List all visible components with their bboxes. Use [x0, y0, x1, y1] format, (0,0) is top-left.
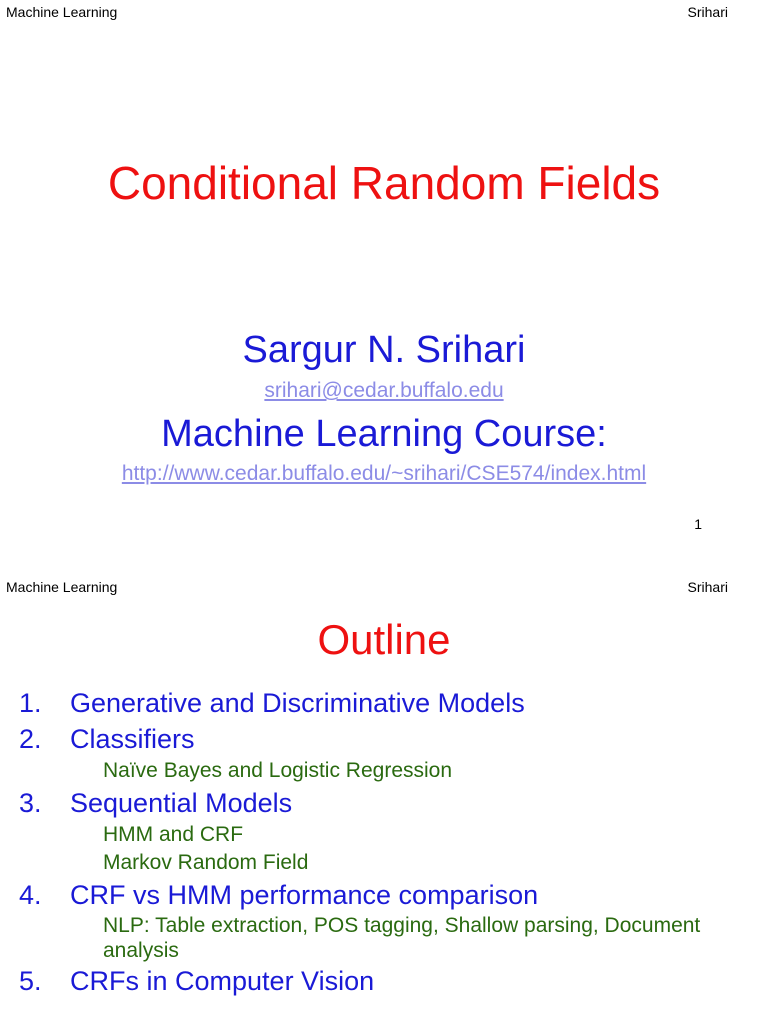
- outline-item-number: 5.: [19, 966, 42, 996]
- author-name: Sargur N. Srihari: [242, 329, 526, 371]
- email-link[interactable]: srihari@cedar.buffalo.edu: [264, 379, 504, 402]
- header-course-name: Machine Learning: [6, 579, 118, 595]
- outline-item-number: 1.: [19, 688, 42, 718]
- course-heading: Machine Learning Course:: [161, 413, 607, 455]
- outline-item: [0, 877, 768, 963]
- course-url-link[interactable]: http://www.cedar.buffalo.edu/~srihari/CSE574/index.html: [121, 462, 647, 485]
- outline-subitems: [0, 757, 768, 785]
- header-course-name: Machine Learning: [6, 4, 118, 20]
- outline-item-label: Sequential Models: [70, 788, 293, 818]
- outline-item-label: Classifiers: [70, 724, 195, 754]
- outline-subitem: Markov Random Field: [103, 851, 309, 874]
- outline-item-number: 2.: [19, 724, 42, 754]
- outline-item-number: 3.: [19, 788, 42, 818]
- outline-item-label: CRF vs HMM performance comparison: [70, 880, 539, 910]
- outline-subitems: [0, 821, 768, 877]
- outline-subitem: NLP: Table extraction, POS tagging, Shallow parsing, Document analysis: [103, 914, 701, 962]
- outline-title: Outline: [317, 616, 451, 663]
- header-author-name: Srihari: [687, 579, 728, 595]
- outline-subitem: Naïve Bayes and Logistic Regression: [103, 759, 453, 782]
- outline-list: [0, 685, 768, 999]
- outline-item: [0, 721, 768, 785]
- outline-item: [0, 685, 768, 721]
- outline-item: [0, 785, 768, 877]
- outline-item-number: 4.: [19, 880, 42, 910]
- outline-subitem: HMM and CRF: [103, 823, 244, 846]
- outline-item: [0, 963, 768, 999]
- outline-subitems: [0, 913, 768, 963]
- outline-item-label: CRFs in Computer Vision: [70, 966, 375, 996]
- slide-outline: [0, 575, 768, 1024]
- page-number: 1: [694, 516, 702, 532]
- header-author-name: Srihari: [687, 4, 728, 20]
- outline-item-label: Generative and Discriminative Models: [70, 688, 525, 718]
- slide-title-text: Conditional Random Fields: [107, 157, 661, 209]
